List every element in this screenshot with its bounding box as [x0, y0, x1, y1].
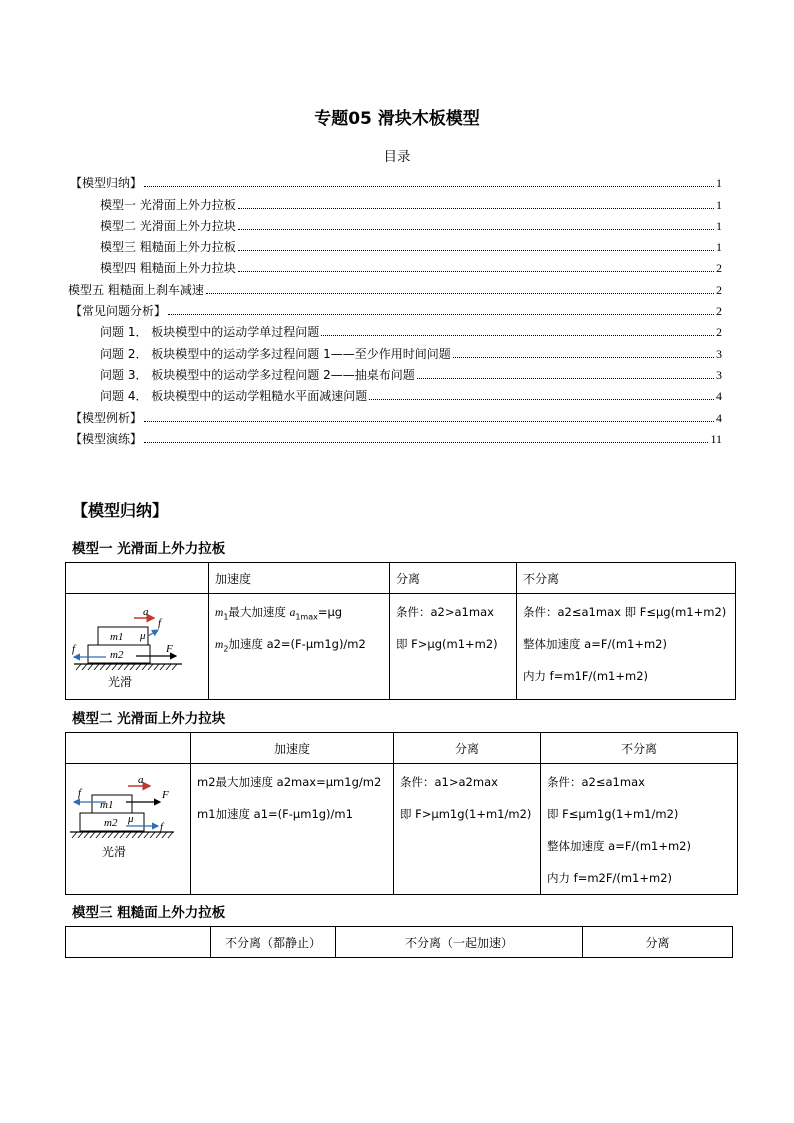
diagram-label-a: a: [143, 606, 149, 618]
model2-nosep-line1: 条件：a2≤a1max: [547, 775, 645, 789]
diagram-label-f-board: f: [160, 821, 164, 833]
model1-header-nosep: 不分离: [517, 563, 736, 594]
model2-accel-line1: m2最大加速度 a2max=μm1g/m2: [197, 775, 382, 789]
section-heading: 【模型归纳】: [72, 501, 169, 520]
toc-row[interactable]: 模型五 粗糙面上刹车减速 2: [68, 282, 722, 297]
model1-accel-line1: $m_1$最大加速度 $a_{1max}=\mu g$: [215, 605, 343, 622]
diagram-label-f-top: f: [78, 787, 82, 799]
model2-nosep-line2: 即 F≤μm1g(1+m1/m2): [547, 807, 679, 821]
model1-header-sep: 分离: [390, 563, 517, 594]
toc-row[interactable]: 【模型演练】 11: [70, 431, 722, 446]
diagram-label-mu: μ: [128, 813, 134, 825]
model2-accel-cell: [191, 764, 394, 895]
model3-header-sep: 分离: [583, 927, 733, 958]
model3-header-static: 不分离（都静止）: [211, 927, 336, 958]
model1-nosep-line3: 内力 f=m1F/(m1+m2): [523, 669, 648, 683]
model2-nosep-line3: 整体加速度 a=F/(m1+m2): [547, 839, 691, 853]
toc-row[interactable]: 模型三 粗糙面上外力拉板 1: [100, 240, 722, 255]
table-of-contents: [68, 170, 722, 447]
model1-table: [65, 562, 736, 700]
diagram-label-m1: m1: [100, 799, 114, 811]
diagram-label-m2: m2: [104, 817, 118, 829]
toc-row[interactable]: 【模型归纳】 1: [70, 176, 722, 191]
model2-accel-line2: m1加速度 a1=(F-μm1g)/m1: [197, 807, 353, 821]
model1-nosep-cell: [517, 594, 736, 700]
diagram-label-f-board: f: [72, 643, 76, 655]
diagram-label-a: a: [138, 774, 144, 786]
model2-header-accel: 加速度: [191, 733, 394, 764]
toc-title: 目录: [383, 149, 411, 165]
model1-diagram: [66, 594, 206, 699]
model3-heading: 模型三 粗糙面上外力拉板: [72, 905, 226, 921]
toc-row[interactable]: 模型二 光滑面上外力拉块 1: [100, 218, 722, 233]
diagram-label-f-top: f: [158, 617, 162, 629]
model1-accel-line2: $m_2$加速度 a2=(F-μm1g)/m2: [215, 637, 366, 654]
toc-row[interactable]: 【模型例析】 4: [70, 410, 722, 425]
model1-heading: 模型一 光滑面上外力拉板: [72, 541, 226, 557]
diagram-label-m2: m2: [110, 649, 124, 661]
model2-sep-cell: [394, 764, 541, 895]
diagram-label-F: F: [162, 789, 169, 801]
model2-sep-line1: 条件：a1>a2max: [400, 775, 498, 789]
toc-row[interactable]: 问题 3． 板块模型中的运动学多过程问题 2——抽桌布问题 3: [100, 367, 722, 382]
page-title: 专题05 滑块木板模型: [314, 109, 480, 129]
model2-nosep-line4: 内力 f=m2F/(m1+m2): [547, 871, 672, 885]
ground-hatch: [76, 664, 177, 670]
model2-sep-line2: 即 F>μm1g(1+m1/m2): [400, 807, 532, 821]
model1-nosep-line1: 条件：a2≤a1max 即 F≤μg(m1+m2): [523, 605, 727, 619]
diagram-label-ground: 光滑: [102, 845, 127, 859]
diagram-label-mu: μ: [140, 630, 146, 642]
model2-header-sep: 分离: [394, 733, 541, 764]
model1-accel-cell: [209, 594, 390, 700]
model1-sep-cell: [390, 594, 517, 700]
model1-sep-line1: 条件：a2>a1max: [396, 605, 494, 619]
toc-row[interactable]: 问题 1． 板块模型中的运动学单过程问题 2: [100, 325, 722, 340]
model2-heading: 模型二 光滑面上外力拉块: [72, 711, 226, 727]
diagram-label-F: F: [166, 643, 173, 655]
model2-table: [65, 732, 738, 895]
toc-row[interactable]: 模型四 粗糙面上外力拉块 2: [100, 261, 722, 276]
model1-header-accel: 加速度: [209, 563, 390, 594]
model1-sep-line2: 即 F>μg(m1+m2): [396, 637, 498, 651]
diagram-label-m1: m1: [110, 631, 124, 643]
model1-nosep-line2: 整体加速度 a=F/(m1+m2): [523, 637, 667, 651]
model3-table: [65, 926, 733, 958]
model1-diagram-cell: [66, 594, 209, 700]
toc-row[interactable]: 问题 4． 板块模型中的运动学粗糙水平面减速问题 4: [100, 389, 722, 404]
model2-nosep-cell: [541, 764, 738, 895]
model2-header-nosep: 不分离: [541, 733, 738, 764]
ground-hatch: [72, 832, 173, 838]
friction-arrow-top: [148, 630, 158, 636]
model2-diagram: [66, 764, 190, 874]
model2-diagram-cell: [66, 764, 191, 895]
toc-row[interactable]: 问题 2． 板块模型中的运动学多过程问题 1——至少作用时间问题 3: [100, 346, 722, 361]
toc-row[interactable]: 模型一 光滑面上外力拉板 1: [100, 197, 722, 212]
model3-header-together: 不分离（一起加速）: [336, 927, 583, 958]
diagram-label-ground: 光滑: [108, 675, 133, 689]
toc-row[interactable]: 【常见问题分析】 2: [70, 304, 722, 319]
